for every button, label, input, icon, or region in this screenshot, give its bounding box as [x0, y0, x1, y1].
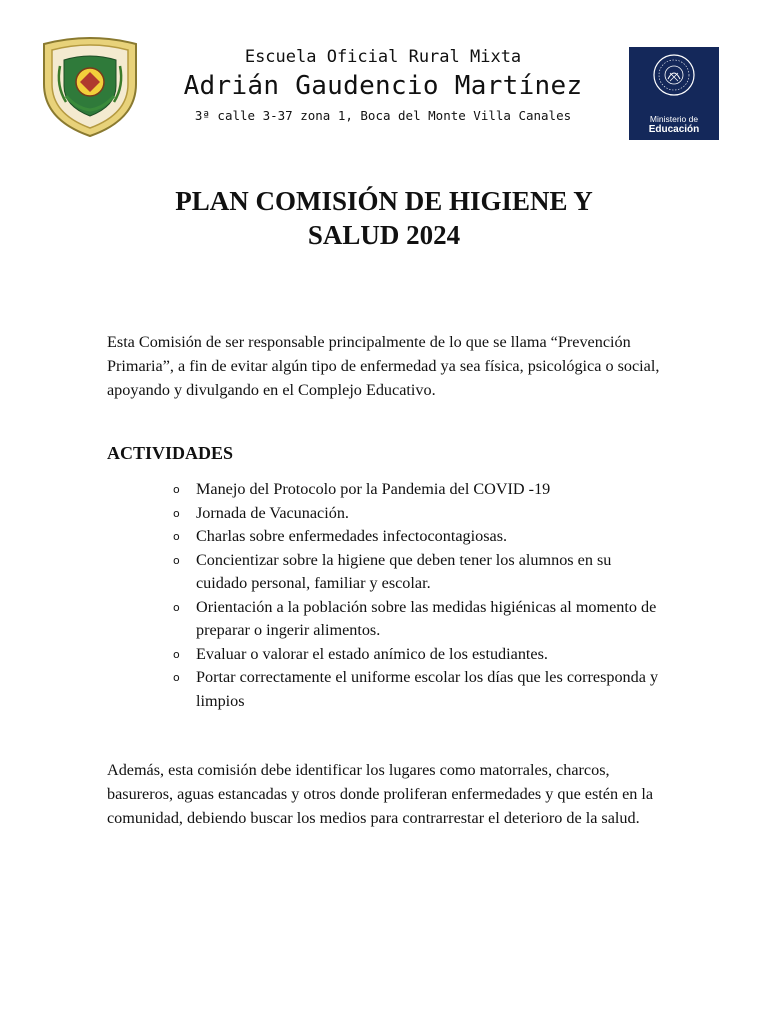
- list-item-text: Concientizar sobre la higiene que deben tener los alumnos en su cuidado personal, familiar y escolar.: [196, 550, 612, 592]
- school-name: Adrián Gaudencio Martínez: [183, 71, 583, 101]
- document-title: [84, 184, 684, 252]
- list-item: [173, 666, 663, 713]
- guatemala-seal-icon: [652, 53, 696, 97]
- list-item-text: Portar correctamente el uniforme escolar los días que les corresponda y limpios: [196, 668, 659, 710]
- list-item-text: Evaluar o valorar el estado anímico de los estudiantes.: [196, 644, 548, 663]
- list-item-text: Jornada de Vacunación.: [196, 503, 349, 522]
- circle-bullet-icon: o: [173, 506, 180, 520]
- circle-bullet-icon: o: [173, 671, 180, 684]
- activities-list: [173, 478, 663, 713]
- school-header: [150, 46, 616, 125]
- list-item-text: Charlas sobre enfermedades infectocontagiosas.: [196, 527, 508, 545]
- list-item-text: Manejo del Protocolo por la Pandemia del COVID -19: [196, 480, 551, 498]
- school-address: 3ª calle 3-37 zona 1, Boca del Monte Villa Canales: [194, 108, 572, 123]
- title-line1: PLAN COMISIÓN DE HIGIENE Y: [175, 186, 593, 216]
- list-item: [173, 478, 663, 502]
- circle-bullet-icon: o: [173, 483, 180, 496]
- ministry-label-line1: Ministerio de: [649, 114, 699, 124]
- activities-heading: ACTIVIDADES: [107, 443, 234, 463]
- circle-bullet-icon: o: [173, 647, 180, 661]
- list-item: [173, 525, 663, 549]
- intro-paragraph: Esta Comisión de ser responsable principalmente de lo que se llama “Prevención Primaria”, a fin de evitar algún tipo de enfermedad ya sea física, psicológica o social, apoyando y divulgando en el Complejo Educativo.: [107, 333, 660, 399]
- circle-bullet-icon: o: [173, 530, 180, 543]
- list-item-text: Orientación a la población sobre las medidas higiénicas al momento de preparar o ingerir alimentos.: [196, 597, 657, 639]
- closing-paragraph: Además, esta comisión debe identificar los lugares como matorrales, charcos, basureros, aguas estancadas y otros donde proliferan enfermedades y que estén en la comunidad, debiendo buscar los medios para contrarrestar el deterioro de la salud.: [107, 761, 654, 827]
- list-item: [173, 596, 663, 643]
- circle-bullet-icon: o: [173, 553, 180, 567]
- school-type: Escuela Oficial Rural Mixta: [244, 47, 522, 67]
- list-item: [173, 643, 663, 667]
- title-line2: SALUD 2024: [307, 220, 461, 250]
- ministry-label-line2: Educación: [648, 124, 700, 135]
- circle-bullet-icon: o: [173, 600, 180, 614]
- school-crest-logo: [36, 36, 144, 140]
- ministry-education-logo: [629, 47, 719, 140]
- list-item: [173, 549, 663, 596]
- list-item: [173, 502, 663, 526]
